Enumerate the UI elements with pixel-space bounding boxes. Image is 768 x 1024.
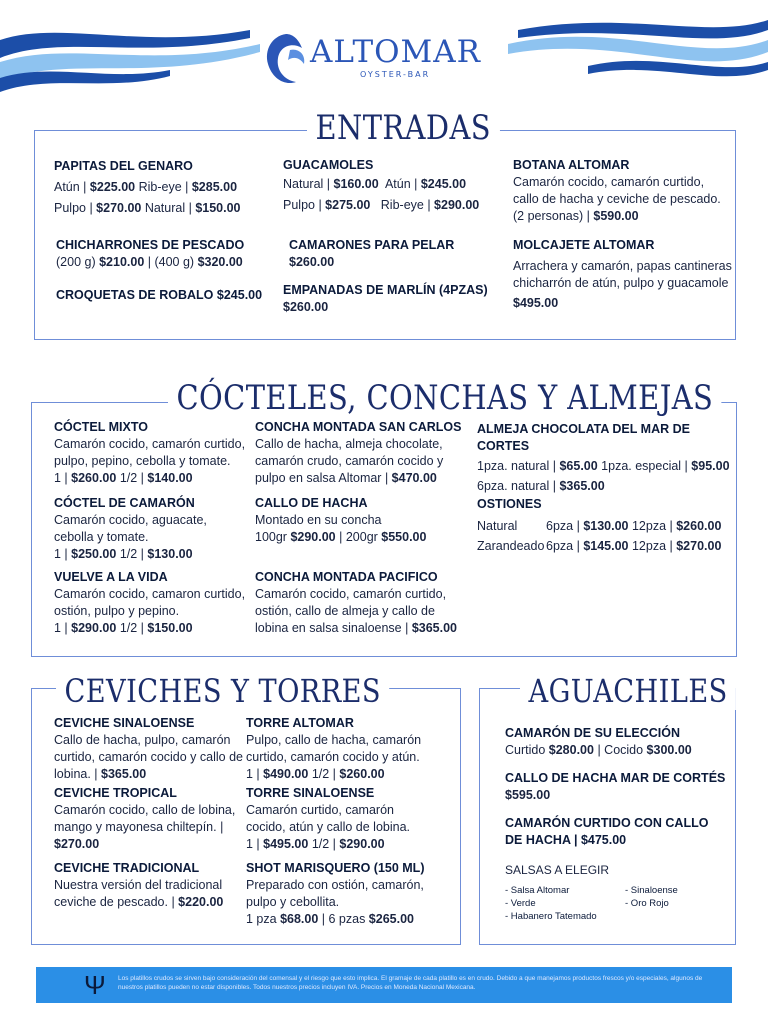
menu-item-vuelve-a-la-vida: VUELVE A LA VIDA Camarón cocido, camaron curtido, ostión, pulpo y pepino. 1 | $290.00 1/2 | $150.00: [54, 570, 246, 635]
menu-item-ostiones: OSTIONES Natural 6pza | $130.00 12pza | $260.00 Zarandeado 6pza | $145.00 12pza | $270.00: [477, 497, 722, 553]
item-name: PAPITAS DEL GENARO: [54, 159, 193, 173]
wave-left-decoration: [0, 0, 260, 100]
menu-item-ceviche-tradicional: CEVICHE TRADICIONAL Nuestra versión del tradicional ceviche de pescado. | $220.00: [54, 861, 224, 909]
brand-subtitle: OYSTER-BAR: [360, 70, 431, 79]
wave-logo-icon: [262, 30, 310, 88]
salsa-option: - Salsa Altomar: [505, 885, 570, 896]
brand-name: ALTOMAR: [310, 34, 482, 70]
trident-icon: Ψ: [84, 970, 106, 1000]
footer-disclaimer-bar: [36, 967, 732, 1003]
menu-item-ceviche-tropical: CEVICHE TROPICAL Camarón cocido, callo de lobina, mango y mayonesa chiltepín. | $270.00: [54, 786, 236, 851]
menu-item-callo-de-hacha: CALLO DE HACHA Montado en su concha 100gr $290.00 | 200gr $550.00: [255, 496, 427, 544]
menu-item-ceviche-sinaloense: CEVICHE SINALOENSE Callo de hacha, pulpo, camarón curtido, camarón cocido y callo de lobina. | $365.00: [54, 716, 243, 781]
menu-item-coctel-camaron: CÓCTEL DE CAMARÓN Camarón cocido, aguacate, cebolla y tomate. 1 | $250.00 1/2 | $130.00: [54, 496, 207, 561]
salsa-option: - Sinaloense: [625, 885, 678, 896]
menu-item-concha-san-carlos: CONCHA MONTADA SAN CARLOS Callo de hacha, almeja chocolate, camarón crudo, camarón cocido y pulpo en salsa Altomar | $470.00: [255, 420, 462, 485]
menu-item-camaron-curtido-callo: CAMARÓN CURTIDO CON CALLO DE HACHA | $475.00: [505, 816, 709, 847]
salsas-list: [505, 862, 730, 923]
brand-logo: [262, 26, 482, 92]
cocteles-title: CÓCTELES, CONCHAS Y ALMEJAS: [168, 378, 722, 418]
menu-item-guacamoles: GUACAMOLES Natural | $160.00 Atún | $245.00 Pulpo | $275.00 Rib-eye | $290.00: [283, 157, 508, 214]
item-name: CHICHARRONES DE PESCADO: [56, 238, 245, 252]
menu-item-shot-marisquero: SHOT MARISQUERO (150 ML) Preparado con ostión, camarón, pulpo y cebollita. 1 pza $68.00 | 6 pzas $265.00: [246, 861, 425, 926]
menu-item-papitas: PAPITAS DEL GENARO Atún | $225.00 Rib-eye | $285.00 Pulpo | $270.00 Natural | $150.00: [54, 158, 274, 217]
item-name: GUACAMOLES: [283, 158, 374, 172]
menu-item-empanadas: EMPANADAS DE MARLÍN (4PZAS) $260.00: [283, 282, 508, 316]
menu-item-coctel-mixto: CÓCTEL MIXTO Camarón cocido, camarón curtido, pulpo, pepino, cebolla y tomate. 1 | $260.00 1/2 | $140.00: [54, 420, 246, 485]
menu-item-torre-altomar: TORRE ALTOMAR Pulpo, callo de hacha, camarón curtido, camarón cocido y atún. 1 | $490.00 1/2 | $260.00: [246, 716, 422, 781]
salsa-option: - Oro Rojo: [625, 898, 669, 909]
menu-item-camaron-eleccion: CAMARÓN DE SU ELECCIÓN Curtido $280.00 | Cocido $300.00: [505, 726, 692, 757]
item-name: EMPANADAS DE MARLÍN (4PZAS): [283, 283, 488, 297]
menu-item-croquetas: [56, 287, 281, 304]
menu-item-molcajete: MOLCAJETE ALTOMAR Arrachera y camarón, papas cantineras chicharrón de atún, pulpo y guacamole $495.00: [513, 237, 738, 312]
aguachiles-title: AGUACHILES: [520, 672, 736, 710]
footer-disclaimer: Los platillos crudos se sirven bajo consideración del comensal y el riesgo que esto implica. El gramaje de cada platillo es en crudo. Debido a que manejamos productos frescos y/o especiales, algunos de nuestros platillos pueden no estar disponibles. Todos nuestros precios incluyen IVA. Precios en Moneda Nacional Mexicana.: [118, 975, 703, 991]
wave-right-decoration: [508, 0, 768, 100]
menu-item-camarones: CAMARONES PARA PELAR $260.00: [289, 237, 499, 271]
menu-item-callo-mar-de-cortes: CALLO DE HACHA MAR DE CORTÉS $595.00: [505, 771, 726, 802]
salsa-option: - Verde: [505, 898, 536, 909]
menu-item-chicharrones: CHICHARRONES DE PESCADO (200 g) $210.00 | (400 g) $320.00: [56, 237, 281, 271]
salsa-option: - Habanero Tatemado: [505, 911, 597, 922]
menu-item-torre-sinaloense: TORRE SINALOENSE Camarón curtido, camarón cocido, atún y callo de lobina. 1 | $495.00 1/2 | $290.00: [246, 786, 410, 851]
entradas-title: ENTRADAS: [307, 108, 500, 148]
ceviches-title: CEVICHES Y TORRES: [56, 672, 389, 710]
item-name: BOTANA ALTOMAR: [513, 158, 630, 172]
item-name: CROQUETAS DE ROBALO $245.00: [56, 288, 263, 302]
item-name: CAMARONES PARA PELAR: [289, 238, 455, 252]
menu-item-botana-altomar: BOTANA ALTOMAR Camarón cocido, camarón curtido, callo de hacha y ceviche de pescado. (2 personas) | $590.00: [513, 157, 728, 225]
item-name: MOLCAJETE ALTOMAR: [513, 238, 655, 252]
menu-item-concha-pacifico: CONCHA MONTADA PACIFICO Camarón cocido, camarón curtido, ostión, callo de almeja y callo de lobina en salsa sinaloense | $365.00: [255, 570, 458, 635]
menu-item-almeja-chocolata: ALMEJA CHOCOLATA DEL MAR DE CORTES 1pza. natural | $65.00 1pza. especial | $95.00 6pza. natural | $365.00: [477, 422, 730, 493]
salsas-title: SALSAS A ELEGIR: [505, 863, 610, 877]
